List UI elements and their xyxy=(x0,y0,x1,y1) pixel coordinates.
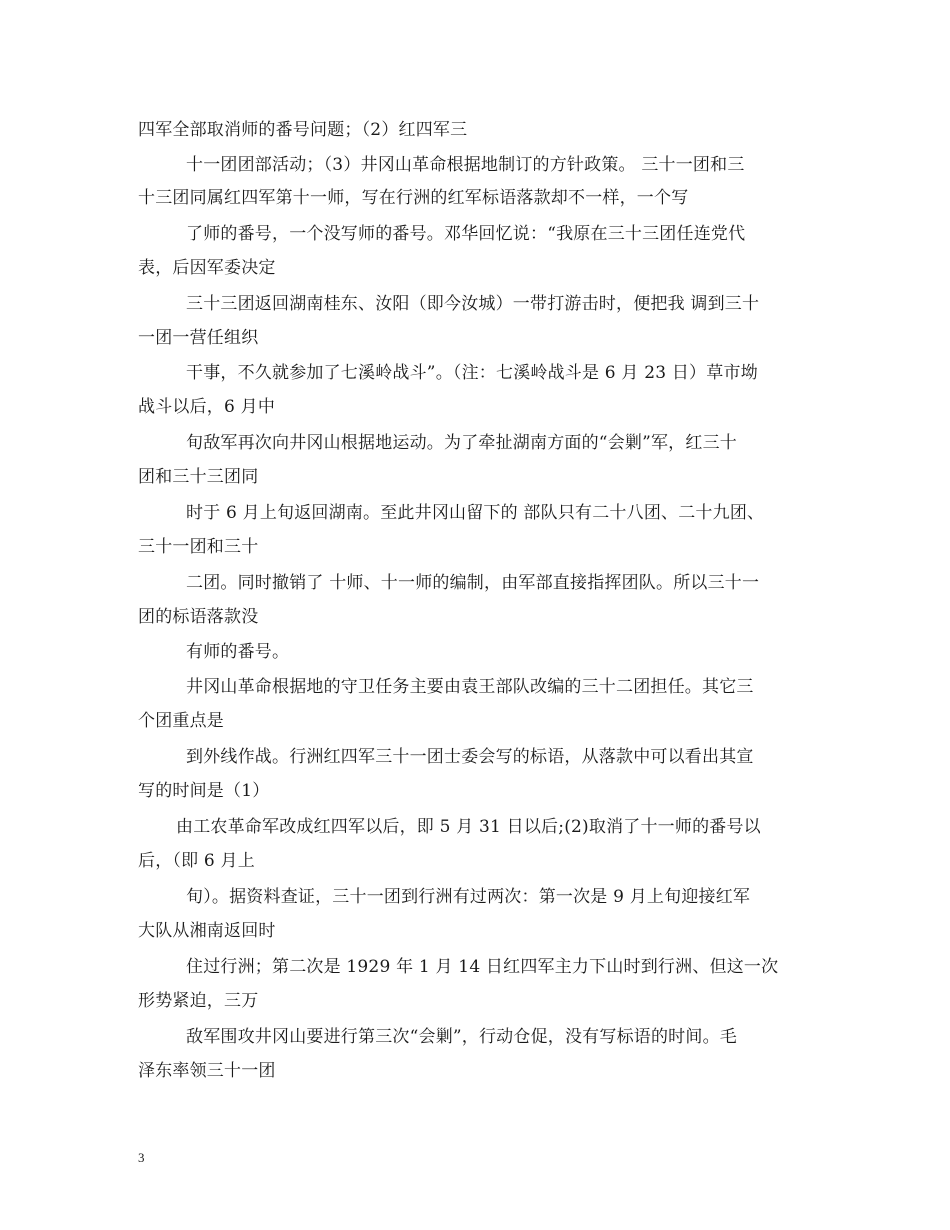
text-line: 四军全部取消师的番号问题；（2）红四军三 xyxy=(138,120,468,140)
text-line: 战斗以后，6 月中 xyxy=(138,397,276,417)
text-line: 了师的番号，一个没写师的番号。邓华回忆说：“我原在三十三团任连党代 xyxy=(186,224,746,244)
text-line: 住过行洲；第二次是 1929 年 1 月 14 日红四军主力下山时到行洲、但这一次 xyxy=(186,957,779,977)
text-line: 旬敌军再次向井冈山根据地运动。为了牵扯湖南方面的“会剿”军，红三十 xyxy=(186,433,737,453)
text-line: 时于 6 月上旬返回湖南。至此井冈山留下的 部队只有二十八团、二十九团、 xyxy=(186,503,765,523)
text-line: 敌军围攻井冈山要进行第三次“会剿”，行动仓促，没有写标语的时间。毛 xyxy=(186,1027,737,1047)
text-line: 井冈山革命根据地的守卫任务主要由袁王部队改编的三十二团担任。其它三 xyxy=(186,677,754,697)
page-number: 3 xyxy=(138,1150,145,1165)
text-line: 个团重点是 xyxy=(138,711,224,731)
text-line: 旬）。据资料查证，三十一团到行洲有过两次：第一次是 9 月上旬迎接红军 xyxy=(186,887,751,907)
text-line: 团的标语落款没 xyxy=(138,607,259,627)
text-line: 三十一团和三十 xyxy=(138,537,259,557)
text-line: 干事，不久就参加了七溪岭战斗”。（注：七溪岭战斗是 6 月 23 日）草市坳 xyxy=(186,363,758,383)
text-line: 一团一营任组织 xyxy=(138,328,259,348)
text-line: 大队从湘南返回时 xyxy=(138,921,276,941)
text-line: 后，（即 6 月上 xyxy=(138,851,255,871)
text-line: 由工农革命军改成红四军以后，即 5 月 31 日以后;(2)取消了十一师的番号以 xyxy=(176,817,761,837)
text-line: 十一团团部活动；（3）井冈山革命根据地制订的方针政策。 三十一团和三 xyxy=(186,155,745,175)
text-line: 三十三团返回湖南桂东、汝阳（即今汝城）一带打游击时，便把我 调到三十 xyxy=(186,294,760,314)
text-line: 团和三十三团同 xyxy=(138,467,259,487)
text-line: 表，后因军委决定 xyxy=(138,258,276,278)
text-line: 二团。同时撤销了 十师、十一师的编制，由军部直接指挥团队。所以三十一 xyxy=(186,573,760,593)
text-line: 十三团同属红四军第十一师，写在行洲的红军标语落款却不一样，一个写 xyxy=(138,188,689,208)
text-line: 到外线作战。行洲红四军三十一团士委会写的标语，从落款中可以看出其宣 xyxy=(186,747,754,767)
text-line: 有师的番号。 xyxy=(186,642,290,662)
text-line: 形势紧迫，三万 xyxy=(138,991,259,1011)
text-line: 写的时间是（1） xyxy=(138,781,270,801)
text-line: 泽东率领三十一团 xyxy=(138,1061,276,1081)
